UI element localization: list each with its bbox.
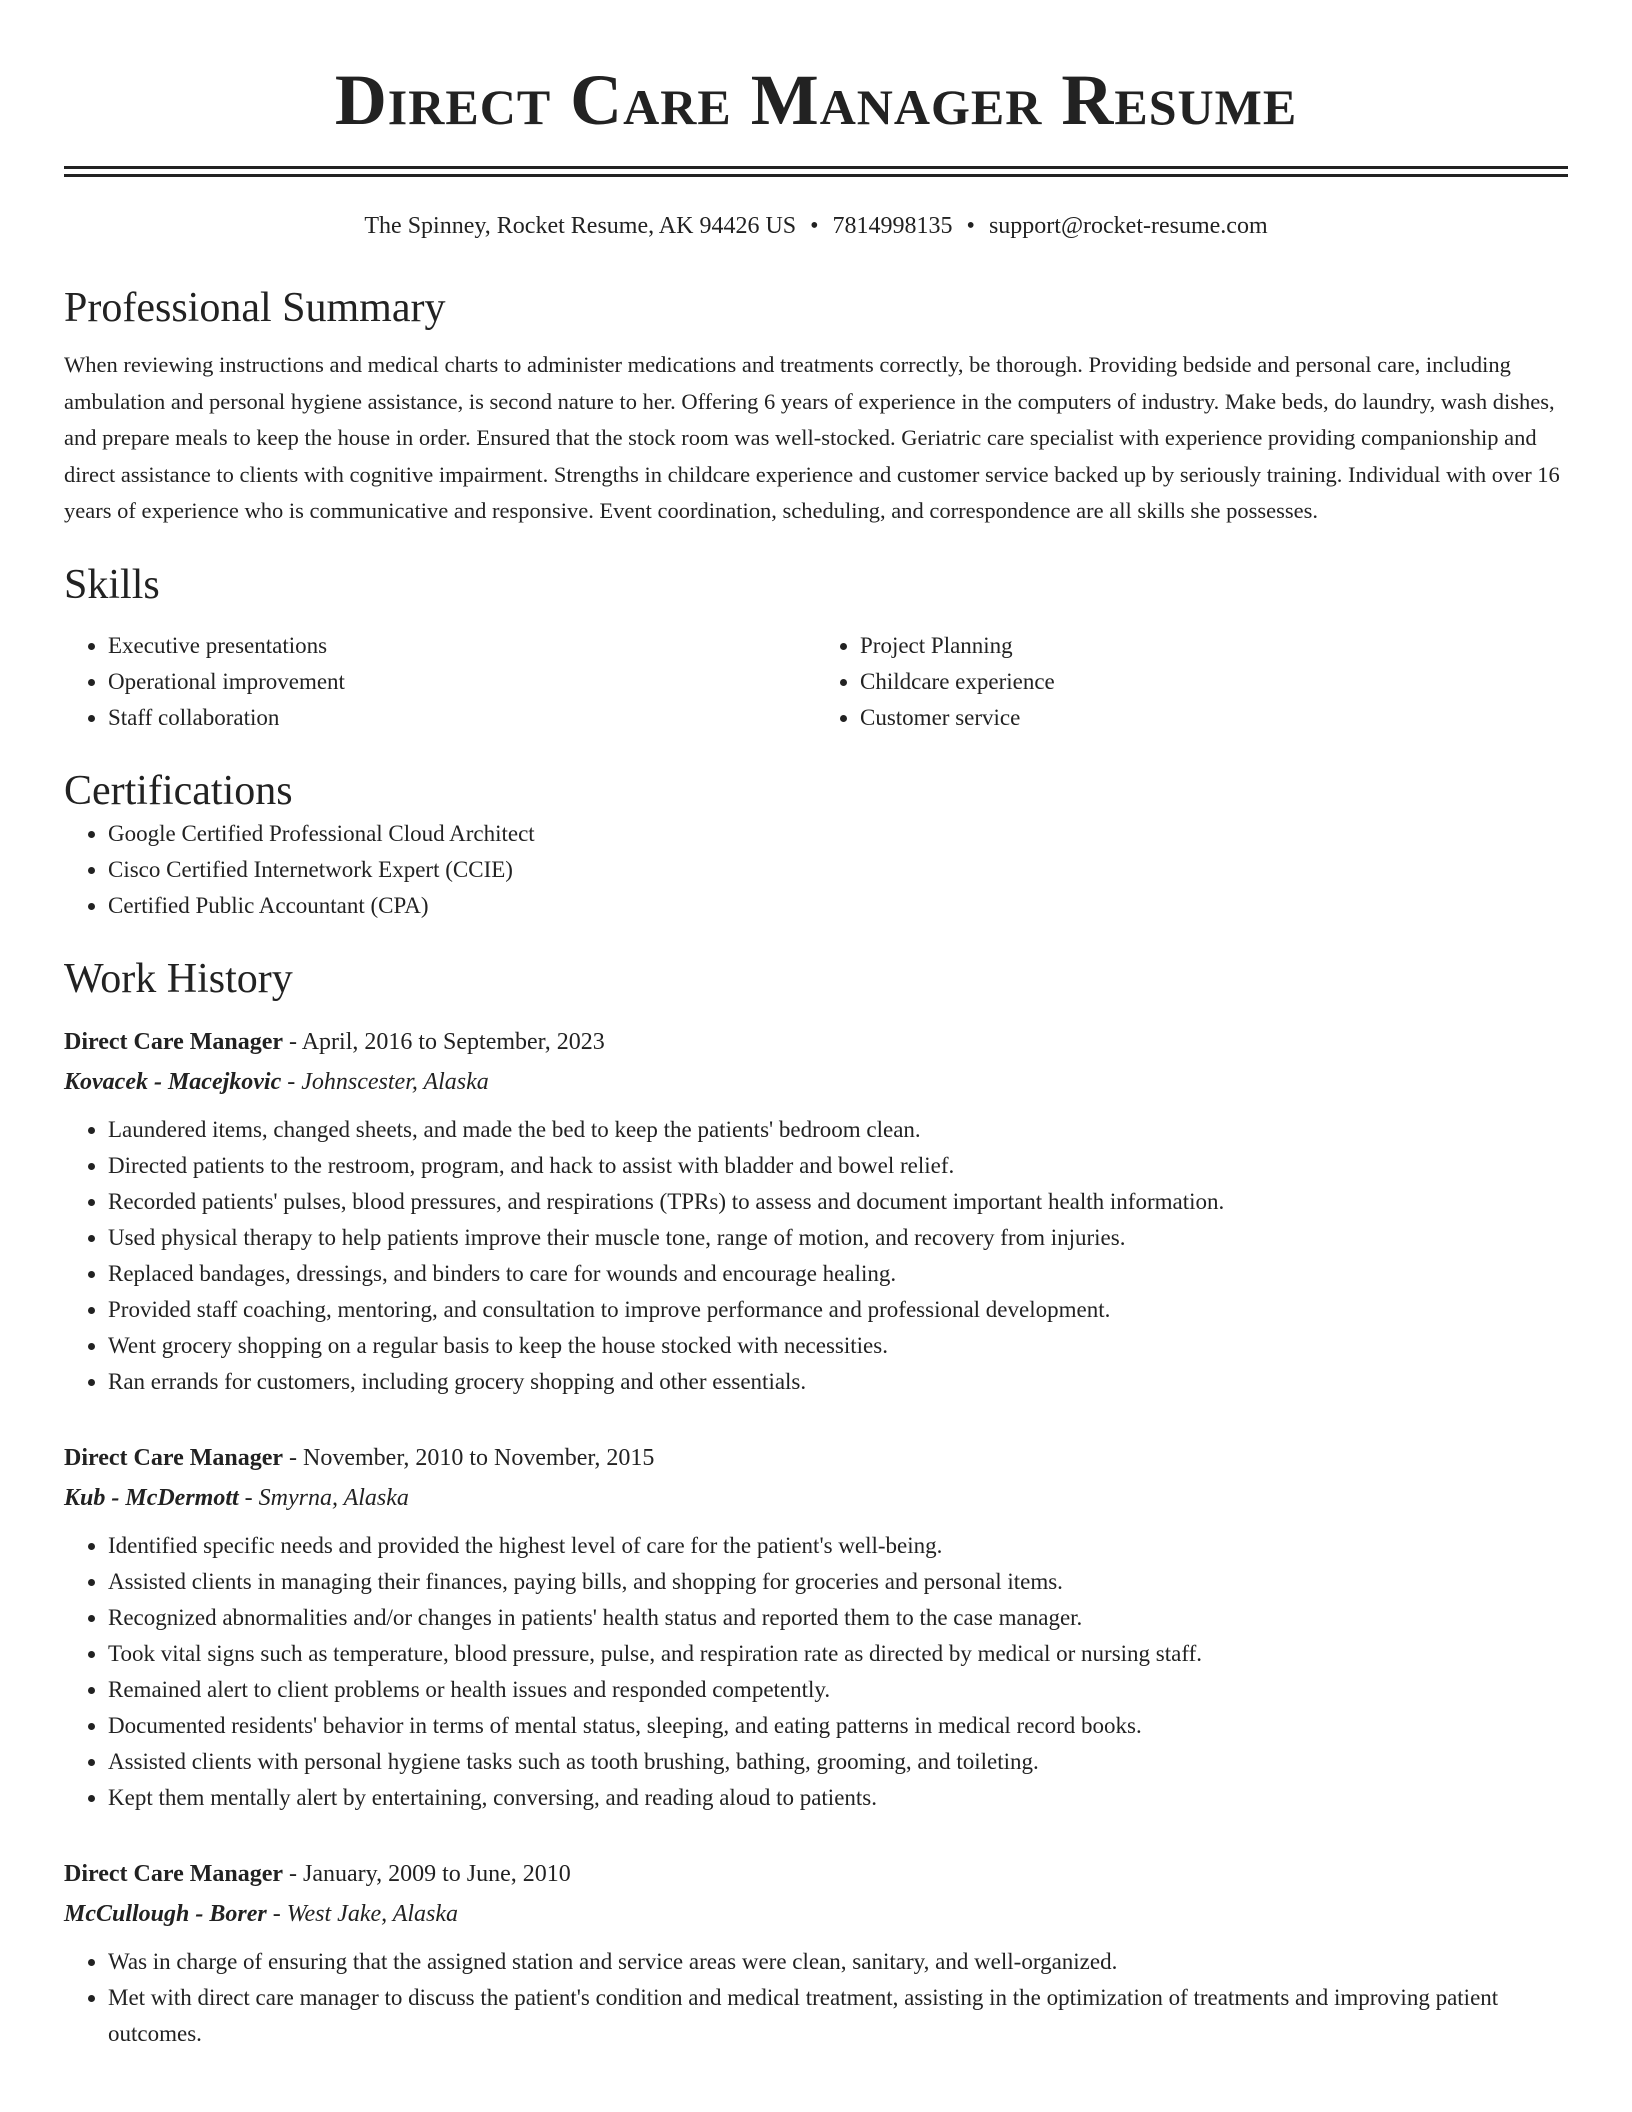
title-double-rule: [64, 166, 1568, 177]
summary-text: When reviewing instructions and medical charts to administer medications and treatments correctly, be thorough. Providing bedside and personal care, including ambulation and personal hygiene assistance, is second nature to her. Offering 6 years of experience in the computers of industry. Make beds, do laundry, wash dishes, and prepare meals to keep the house in order. Ensured that the stock room was well-stocked. Geriatric care specialist with experience providing companionship and direct assistance to clients with cognitive impairment. Strengths in childcare experience and customer service backed up by seriously training. Individual with over 16 years of experience who is communicative and responsive. Event coordination, scheduling, and correspondence are all skills she possesses.: [64, 352, 1560, 523]
job-duty-item: • Went grocery shopping on a regular basis to keep the house stocked with necessities.: [108, 1328, 1568, 1364]
contact-separator: •: [966, 213, 975, 239]
job-duty-item: • Provided staff coaching, mentoring, and consultation to improve performance and professional development.: [108, 1292, 1568, 1328]
job-duty-item: • Took vital signs such as temperature, blood pressure, pulse, and respiration rate as directed by medical or nursing staff.: [108, 1636, 1568, 1672]
job-title-line: [64, 1022, 1568, 1062]
certification-item: • Google Certified Professional Cloud Architect: [108, 816, 1568, 852]
job-dash: -: [283, 1860, 304, 1887]
job-duty-item: • Laundered items, changed sheets, and made the bed to keep the patients' bedroom clean.: [108, 1112, 1568, 1148]
job-title-line: [64, 1438, 1568, 1478]
job-duty-item: • Identified specific needs and provided the highest level of care for the patient's well-being.: [108, 1528, 1568, 1564]
certification-item: • Cisco Certified Internetwork Expert (CCIE): [108, 852, 1568, 888]
job-location: Johnscester, Alaska: [301, 1068, 489, 1095]
job-duty-item: • Recognized abnormalities and/or changes in patients' health status and reported them to the case manager.: [108, 1600, 1568, 1636]
skills-list-right: [816, 628, 1568, 736]
job-dates: November, 2010 to November, 2015: [303, 1444, 655, 1471]
job-company-line: [64, 1478, 1568, 1518]
resume-title: Direct Care Manager Resume: [334, 60, 1298, 140]
job-duties-list: [64, 1528, 1568, 1816]
skills-grid: [64, 628, 1568, 736]
job-company: Kovacek - Macejkovic: [64, 1068, 282, 1095]
skill-item: • Staff collaboration: [108, 700, 816, 736]
job-duty-item: • Was in charge of ensuring that the assigned station and service areas were clean, sanitary, and well-organized.: [108, 1944, 1568, 1980]
job-duty-item: • Documented residents' behavior in terms of mental status, sleeping, and eating patterns in medical record books.: [108, 1708, 1568, 1744]
certifications-heading: Certifications: [64, 767, 293, 814]
job-company-line: [64, 1894, 1568, 1934]
job-location: Smyrna, Alaska: [258, 1484, 409, 1511]
job-title-line: [64, 1854, 1568, 1894]
contact-address: The Spinney, Rocket Resume, AK 94426 US: [364, 213, 797, 239]
skill-item: • Childcare experience: [860, 664, 1568, 700]
job-duty-item: • Recorded patients' pulses, blood pressures, and respirations (TPRs) to assess and document important health information.: [108, 1184, 1568, 1220]
contact-email: support@rocket-resume.com: [988, 213, 1268, 239]
contact-line: [64, 211, 1568, 241]
job-company: Kub - McDermott: [64, 1484, 239, 1511]
job-dash: -: [238, 1484, 259, 1511]
skill-item: • Operational improvement: [108, 664, 816, 700]
certification-item: • Certified Public Accountant (CPA): [108, 888, 1568, 924]
job-role: Direct Care Manager: [64, 1028, 284, 1055]
job-duty-item: • Assisted clients with personal hygiene tasks such as tooth brushing, bathing, grooming, and toileting.: [108, 1744, 1568, 1780]
job-duties-list: [64, 1112, 1568, 1400]
skill-item: • Executive presentations: [108, 628, 816, 664]
work-history-heading: Work History: [64, 955, 293, 1002]
skill-item: • Customer service: [860, 700, 1568, 736]
job-duty-item: • Remained alert to client problems or health issues and responded competently.: [108, 1672, 1568, 1708]
contact-phone: 7814998135: [832, 213, 953, 239]
job-dash: -: [283, 1444, 304, 1471]
job-entry: [64, 1854, 1568, 2052]
job-role: Direct Care Manager: [64, 1860, 284, 1887]
job-company: McCullough - Borer: [64, 1900, 267, 1927]
job-dash: -: [266, 1900, 287, 1927]
job-entry: [64, 1438, 1568, 1816]
skill-item: • Project Planning: [860, 628, 1568, 664]
skills-heading: Skills: [64, 561, 160, 608]
summary-heading: Professional Summary: [64, 285, 446, 331]
certifications-list: [64, 816, 1568, 924]
job-duty-item: • Assisted clients in managing their finances, paying bills, and shopping for groceries and personal items.: [108, 1564, 1568, 1600]
job-duties-list: [64, 1944, 1568, 2052]
job-duty-item: • Ran errands for customers, including grocery shopping and other essentials.: [108, 1364, 1568, 1400]
job-duty-item: • Kept them mentally alert by entertaining, conversing, and reading aloud to patients.: [108, 1780, 1568, 1816]
job-dash: -: [281, 1068, 302, 1095]
job-dash: -: [283, 1028, 302, 1055]
job-dates: April, 2016 to September, 2023: [301, 1028, 605, 1055]
job-duty-item: • Met with direct care manager to discuss the patient's condition and medical treatment, assisting in the optimization of treatments and improving patient outcomes.: [108, 1980, 1568, 2052]
job-location: West Jake, Alaska: [286, 1900, 459, 1927]
job-duty-item: • Replaced bandages, dressings, and binders to care for wounds and encourage healing.: [108, 1256, 1568, 1292]
job-entry: [64, 1022, 1568, 1400]
skills-list-left: [64, 628, 816, 736]
contact-separator: •: [810, 213, 819, 239]
job-duty-item: • Directed patients to the restroom, program, and hack to assist with bladder and bowel relief.: [108, 1148, 1568, 1184]
job-role: Direct Care Manager: [64, 1444, 284, 1471]
job-company-line: [64, 1062, 1568, 1102]
job-dates: January, 2009 to June, 2010: [303, 1860, 571, 1887]
job-duty-item: • Used physical therapy to help patients improve their muscle tone, range of motion, and recovery from injuries.: [108, 1220, 1568, 1256]
